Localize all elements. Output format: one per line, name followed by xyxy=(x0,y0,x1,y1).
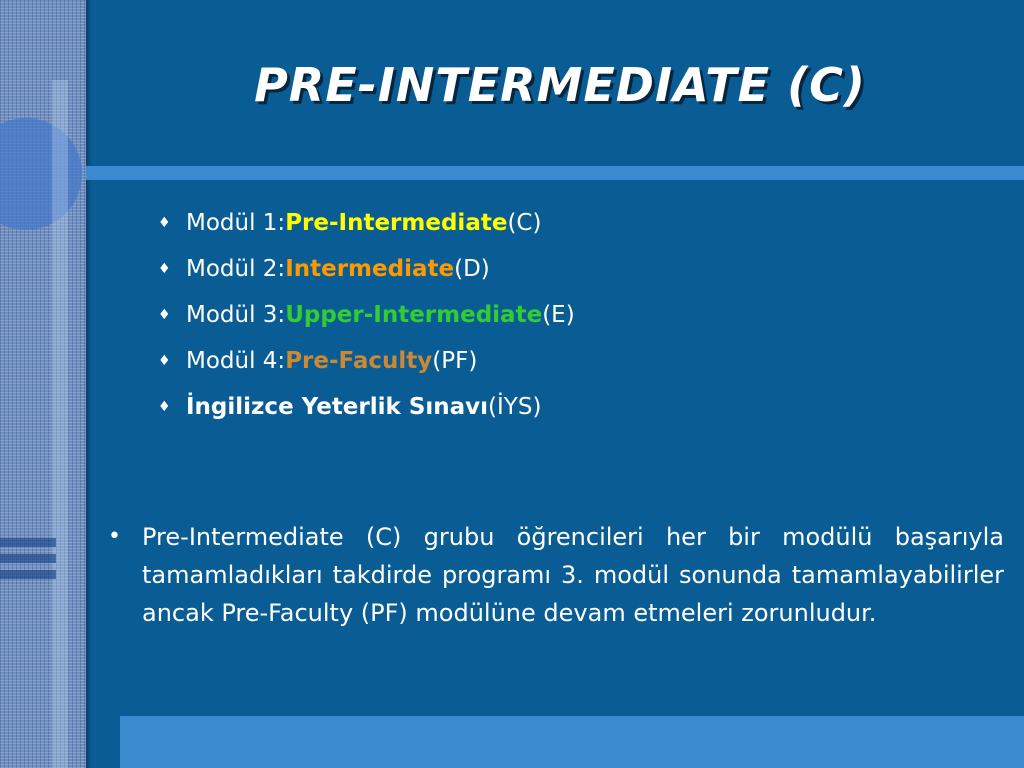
module-list xyxy=(158,200,575,430)
strip-shadow xyxy=(86,0,92,768)
module-list-item xyxy=(158,246,575,292)
title-divider-band xyxy=(86,166,1024,180)
module-code: (C) xyxy=(507,210,542,236)
module-code: (E) xyxy=(542,302,575,328)
module-code: (D) xyxy=(454,256,490,282)
module-list-item xyxy=(158,338,575,384)
decorative-bar xyxy=(0,570,56,579)
diamond-bullet-icon: ♦ xyxy=(158,261,171,277)
diamond-bullet-icon: ♦ xyxy=(158,307,171,323)
slide-title: PRE-INTERMEDIATE (C) xyxy=(254,58,866,112)
module-name: Pre-Faculty xyxy=(285,348,433,374)
decorative-left-strip xyxy=(0,0,86,768)
module-code: (İYS) xyxy=(488,394,542,420)
decorative-bar xyxy=(0,538,56,547)
module-list-item xyxy=(158,292,575,338)
module-prefix: Modül 3: xyxy=(186,302,286,328)
module-list-item xyxy=(158,200,575,246)
decorative-bar xyxy=(0,554,56,563)
module-code: (PF) xyxy=(432,348,478,374)
note-paragraph xyxy=(108,518,1004,632)
module-name: İngilizce Yeterlik Sınavı xyxy=(186,394,489,420)
module-prefix: Modül 1: xyxy=(186,210,286,236)
module-name: Pre-Intermediate xyxy=(285,210,508,236)
diamond-bullet-icon: ♦ xyxy=(158,399,171,415)
decorative-circle xyxy=(0,118,82,230)
module-name: Upper-Intermediate xyxy=(285,302,543,328)
module-name: Intermediate xyxy=(285,256,455,282)
decorative-bottom-bar xyxy=(120,716,1024,768)
note-text: Pre-Intermediate (C) grubu öğrencileri her bir modülü başarıyla tamamladıkları takdirde programı 3. modül sonunda tamamlayabilirler ancak Pre-Faculty (PF) modülüne devam etmeleri zorunludur. xyxy=(142,523,1004,627)
diamond-bullet-icon: ♦ xyxy=(158,353,171,369)
decorative-vertical-stripe xyxy=(52,80,68,768)
module-list-item xyxy=(158,384,575,430)
module-prefix: Modül 4: xyxy=(186,348,286,374)
bullet-dot-icon: • xyxy=(108,524,121,549)
module-prefix: Modül 2: xyxy=(186,256,286,282)
diamond-bullet-icon: ♦ xyxy=(158,215,171,231)
